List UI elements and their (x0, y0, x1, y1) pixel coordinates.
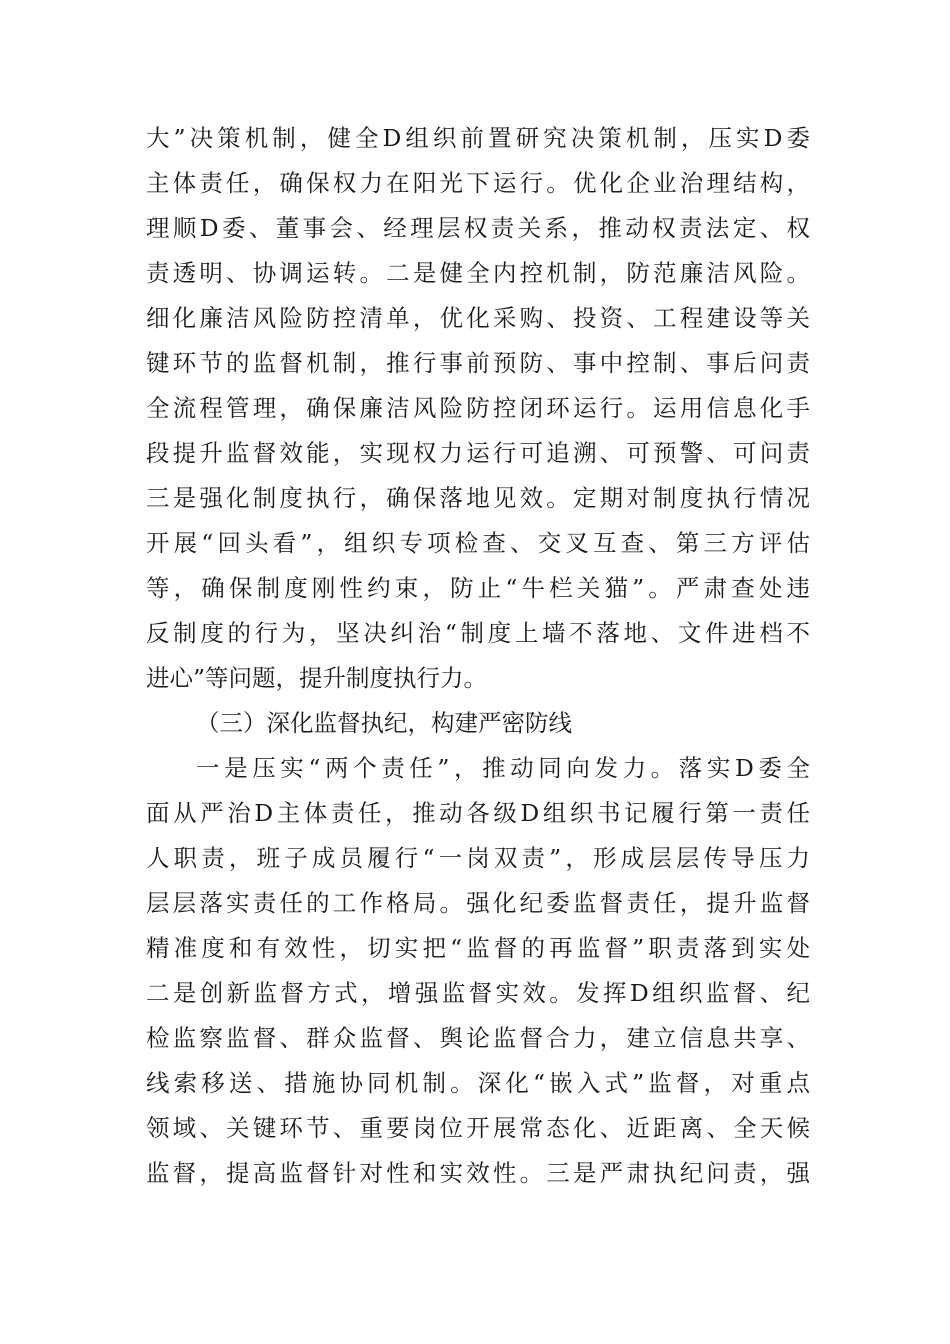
text-line: 等，确保制度刚性约束，防止“牛栏关猫”。严肃查处违 (146, 574, 810, 602)
text-line: 开展“回头看”，组织专项检查、交叉互查、第三方评估 (146, 529, 810, 557)
text-line: 面从严治D主体责任，推动各级D组织书记履行第一责任 (146, 799, 810, 827)
text-line: 段提升监督效能，实现权力运行可追溯、可预警、可问责 (146, 439, 810, 467)
text-line: 精准度和有效性，切实把“监督的再监督”职责落到实处 (146, 934, 810, 962)
text-line: 细化廉洁风险防控清单，优化采购、投资、工程建设等关 (146, 304, 810, 332)
text-line: 检监察监督、群众监督、舆论监督合力，建立信息共享、 (146, 1024, 810, 1052)
document-body (146, 116, 810, 1196)
text-line: 一是压实“两个责任”，推动同向发力。落实D委全 (196, 754, 810, 782)
text-line: 层层落实责任的工作格局。强化纪委监督责任，提升监督 (146, 889, 810, 917)
text-line: 主体责任，确保权力在阳光下运行。优化企业治理结构， (146, 169, 810, 197)
text-line: 责透明、协调运转。二是健全内控机制，防范廉洁风险。 (146, 259, 810, 287)
text-line: 大”决策机制，健全D组织前置研究决策机制，压实D委 (146, 124, 810, 152)
text-line: 监督，提高监督针对性和实效性。三是严肃执纪问责，强 (146, 1159, 810, 1187)
text-line: 键环节的监督机制，推行事前预防、事中控制、事后问责 (146, 349, 810, 377)
text-line: 领域、关键环节、重要岗位开展常态化、近距离、全天候 (146, 1114, 810, 1142)
text-line: 理顺D委、董事会、经理层权责关系，推动权责法定、权 (146, 214, 810, 242)
text-line: 线索移送、措施协同机制。深化“嵌入式”监督，对重点 (146, 1069, 810, 1097)
text-line: 反制度的行为，坚决纠治“制度上墙不落地、文件进档不 (146, 619, 810, 647)
text-line: 全流程管理，确保廉洁风险防控闭环运行。运用信息化手 (146, 394, 810, 422)
text-line: 二是创新监督方式，增强监督实效。发挥D组织监督、纪 (146, 979, 810, 1007)
text-line: 进心”等问题，提升制度执行力。 (146, 664, 488, 692)
text-line: 三是强化制度执行，确保落地见效。定期对制度执行情况 (146, 484, 810, 512)
text-line: 人职责，班子成员履行“一岗双责”，形成层层传导压力 (146, 844, 810, 872)
section-heading: （三）深化监督执纪，构建严密防线 (196, 709, 572, 737)
